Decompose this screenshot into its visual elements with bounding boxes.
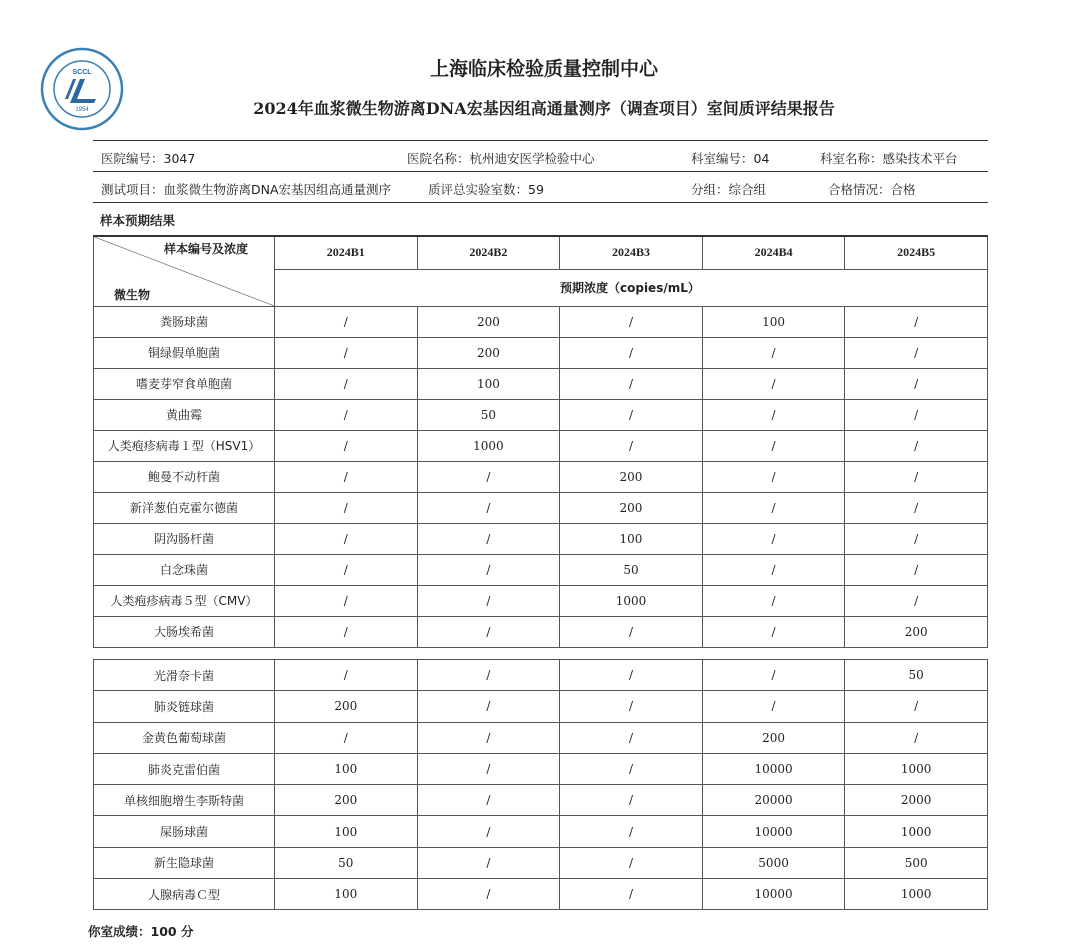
concentration-cell: / [845, 492, 988, 523]
organism-header: 微生物 [114, 287, 151, 302]
concentration-cell: 10000 [702, 879, 845, 910]
concentration-cell: 1000 [845, 879, 988, 910]
concentration-cell: / [275, 430, 418, 461]
concentration-cell: / [275, 554, 418, 585]
table-row [94, 691, 988, 722]
svg-text:SCCL: SCCL [72, 69, 92, 76]
concentration-cell: / [560, 660, 703, 691]
organism-name: 鲍曼不动杆菌 [94, 461, 275, 492]
concentration-cell: / [702, 585, 845, 616]
section-title: 样本预期结果 [100, 213, 176, 228]
organism-name: 阴沟肠杆菌 [94, 523, 275, 554]
concentration-cell: / [845, 430, 988, 461]
concentration-cell: 1000 [845, 753, 988, 784]
concentration-cell: 100 [275, 753, 418, 784]
table-row [94, 306, 988, 337]
table-row [94, 785, 988, 816]
concentration-cell: 10000 [702, 753, 845, 784]
concentration-cell: / [560, 368, 703, 399]
organism-name: 单核细胞增生李斯特菌 [94, 785, 275, 816]
organism-name: 光滑奈卡菌 [94, 660, 275, 691]
concentration-cell: / [845, 585, 988, 616]
concentration-cell: / [560, 816, 703, 847]
unit-header: 预期浓度（copies/mL） [275, 269, 988, 306]
concentration-cell: / [275, 585, 418, 616]
expected-results-table-continued [93, 659, 988, 910]
concentration-cell: / [702, 691, 845, 722]
organism-name: 粪肠球菌 [94, 306, 275, 337]
concentration-cell: 200 [417, 306, 560, 337]
table-row [94, 523, 988, 554]
concentration-cell: / [702, 430, 845, 461]
organism-name: 肺炎链球菌 [94, 691, 275, 722]
concentration-cell: 500 [845, 847, 988, 878]
concentration-cell: 200 [702, 722, 845, 753]
concentration-cell: / [560, 785, 703, 816]
concentration-cell: / [417, 660, 560, 691]
concentration-cell: / [417, 691, 560, 722]
table-row [94, 368, 988, 399]
divider [93, 140, 988, 141]
concentration-cell: / [845, 523, 988, 554]
table-row [94, 879, 988, 910]
concentration-cell: / [275, 368, 418, 399]
organism-name: 铜绿假单胞菌 [94, 337, 275, 368]
concentration-cell: / [417, 816, 560, 847]
lab-count: 质评总实验室数：59 [428, 182, 544, 197]
concentration-cell: / [417, 753, 560, 784]
concentration-cell: / [560, 722, 703, 753]
organism-name: 白念珠菌 [94, 554, 275, 585]
concentration-cell: 50 [560, 554, 703, 585]
concentration-cell: / [560, 753, 703, 784]
group: 分组：综合组 [691, 182, 767, 197]
report-subtitle: 2024年血浆微生物游离DNA宏基因组高通量测序（调查项目）室间质评结果报告 [253, 99, 835, 118]
concentration-cell: / [417, 523, 560, 554]
table-row [94, 337, 988, 368]
concentration-cell: / [560, 337, 703, 368]
concentration-cell: / [417, 879, 560, 910]
concentration-cell: 10000 [702, 816, 845, 847]
organism-name: 金黄色葡萄球菌 [94, 722, 275, 753]
table-row [94, 430, 988, 461]
divider [93, 171, 988, 172]
concentration-cell: / [845, 554, 988, 585]
concentration-cell: / [560, 847, 703, 878]
concentration-cell: / [275, 461, 418, 492]
organism-name: 人类疱疹病毒１型（HSV1） [94, 430, 275, 461]
concentration-cell: / [417, 585, 560, 616]
concentration-cell: / [845, 368, 988, 399]
column-header: 2024B2 [417, 236, 560, 269]
organism-name: 肺炎克雷伯菌 [94, 753, 275, 784]
table-row [94, 554, 988, 585]
column-header: 2024B1 [275, 236, 418, 269]
concentration-cell: / [702, 337, 845, 368]
dept-name: 科室名称：感染技术平台 [820, 151, 958, 166]
hospital-name: 医院名称：杭州迪安医学检验中心 [407, 151, 595, 166]
concentration-cell: / [417, 722, 560, 753]
concentration-cell: / [702, 368, 845, 399]
concentration-cell: / [275, 337, 418, 368]
concentration-cell: 20000 [702, 785, 845, 816]
organism-name: 人腺病毒Ｃ型 [94, 879, 275, 910]
concentration-cell: / [275, 722, 418, 753]
concentration-cell: / [417, 461, 560, 492]
concentration-cell: / [845, 691, 988, 722]
concentration-cell: / [702, 399, 845, 430]
table-row [94, 753, 988, 784]
concentration-cell: 200 [845, 616, 988, 647]
concentration-cell: 50 [417, 399, 560, 430]
concentration-cell: / [560, 879, 703, 910]
concentration-cell: / [275, 492, 418, 523]
concentration-cell: / [417, 554, 560, 585]
concentration-cell: 200 [560, 461, 703, 492]
svg-text:1954: 1954 [75, 107, 89, 113]
organism-name: 嗜麦芽窄食单胞菌 [94, 368, 275, 399]
concentration-cell: / [560, 430, 703, 461]
concentration-cell: / [845, 306, 988, 337]
hospital-id: 医院编号：3047 [101, 151, 196, 166]
concentration-cell: 100 [702, 306, 845, 337]
concentration-cell: / [702, 523, 845, 554]
concentration-cell: / [702, 492, 845, 523]
organism-name: 屎肠球菌 [94, 816, 275, 847]
concentration-cell: / [702, 660, 845, 691]
concentration-cell: 1000 [845, 816, 988, 847]
corner-header [94, 236, 275, 306]
test-item: 测试项目：血浆微生物游离DNA宏基因组高通量测序 [101, 182, 392, 197]
table-row [94, 847, 988, 878]
organism-name: 黄曲霉 [94, 399, 275, 430]
concentration-cell: 100 [560, 523, 703, 554]
pass-status: 合格情况：合格 [828, 182, 916, 197]
table-row [94, 616, 988, 647]
concentration-cell: 200 [275, 691, 418, 722]
concentration-cell: / [417, 847, 560, 878]
organism-name: 新洋葱伯克霍尔德菌 [94, 492, 275, 523]
concentration-cell: / [845, 337, 988, 368]
concentration-cell: 100 [275, 816, 418, 847]
table-row [94, 816, 988, 847]
concentration-cell: / [417, 492, 560, 523]
concentration-cell: / [560, 691, 703, 722]
concentration-cell: / [275, 399, 418, 430]
table-row [94, 585, 988, 616]
column-header: 2024B4 [702, 236, 845, 269]
concentration-cell: 2000 [845, 785, 988, 816]
concentration-cell: 50 [845, 660, 988, 691]
concentration-cell: 5000 [702, 847, 845, 878]
concentration-cell: 50 [275, 847, 418, 878]
concentration-cell: / [417, 785, 560, 816]
column-header: 2024B3 [560, 236, 703, 269]
concentration-cell: 200 [275, 785, 418, 816]
concentration-cell: / [275, 616, 418, 647]
table-row [94, 492, 988, 523]
expected-results-table [93, 235, 988, 648]
concentration-cell: / [275, 660, 418, 691]
organism-name: 人类疱疹病毒５型（CMV） [94, 585, 275, 616]
table-row [94, 660, 988, 691]
concentration-cell: / [845, 722, 988, 753]
concentration-cell: / [560, 399, 703, 430]
concentration-cell: 100 [417, 368, 560, 399]
concentration-cell: / [560, 306, 703, 337]
organism-name: 大肠埃希菌 [94, 616, 275, 647]
concentration-cell: 100 [275, 879, 418, 910]
concentration-cell: / [845, 399, 988, 430]
column-header: 2024B5 [845, 236, 988, 269]
concentration-cell: 200 [417, 337, 560, 368]
page-title: 上海临床检验质量控制中心 [429, 58, 658, 80]
divider [93, 202, 988, 203]
lab-score: 你室成绩：100 分 [88, 924, 194, 939]
concentration-cell: / [702, 554, 845, 585]
table-row [94, 461, 988, 492]
dept-id: 科室编号：04 [691, 151, 770, 166]
concentration-cell: / [275, 306, 418, 337]
concentration-cell: / [702, 616, 845, 647]
organism-name: 新生隐球菌 [94, 847, 275, 878]
concentration-cell: / [275, 523, 418, 554]
concentration-cell: / [702, 461, 845, 492]
concentration-cell: 1000 [560, 585, 703, 616]
table-row [94, 722, 988, 753]
concentration-cell: 1000 [417, 430, 560, 461]
table-row [94, 399, 988, 430]
concentration-cell: / [560, 616, 703, 647]
concentration-cell: / [417, 616, 560, 647]
sample-header: 样本编号及浓度 [163, 242, 248, 256]
concentration-cell: 200 [560, 492, 703, 523]
concentration-cell: / [845, 461, 988, 492]
